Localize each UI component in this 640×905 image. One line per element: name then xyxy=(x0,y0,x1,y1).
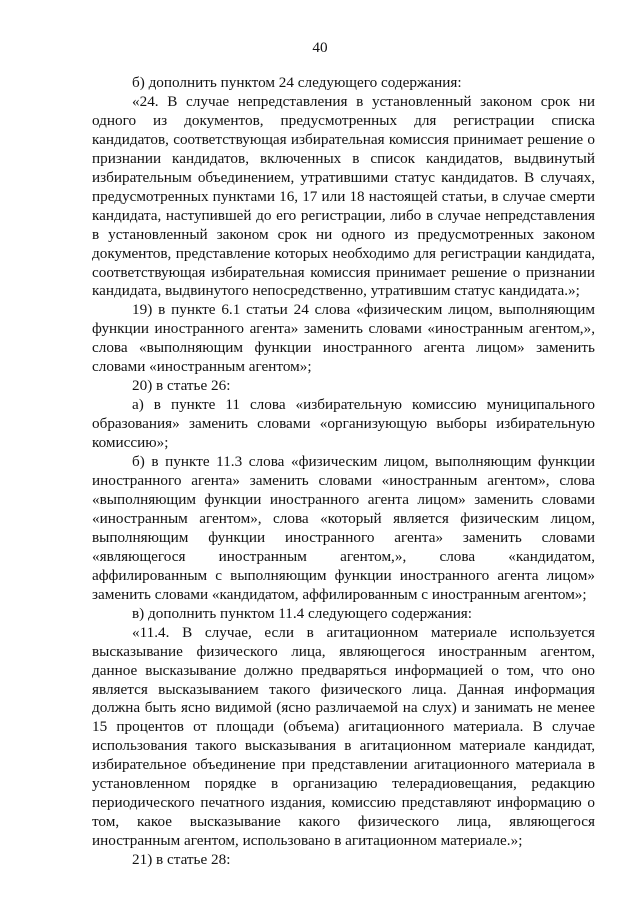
paragraph-item-20v: в) дополнить пунктом 11.4 следующего содержания: xyxy=(132,604,472,622)
paragraph-item-20a: а) в пункте 11 слова «избирательную комиссию муниципального образования» заменить словами «организующую выборы избирательную комиссию»; xyxy=(92,396,595,452)
paragraph-item-21: 21) в статье 28: xyxy=(132,851,231,869)
paragraph-item-19: 19) в пункте 6.1 статьи 24 слова «физическим лицом, выполняющим функции иностранного агента» заменить словами «иностранным агентом,», слова «выполняющим функции иностранного агента лицом» заменить словами «иностранным агентом»; xyxy=(92,301,595,376)
paragraph-point-24: «24. В случае непредставления в установленный законом срок ни одного из документов, предусмотренных для регистрации списка кандидатов, соответствующая избирательная комиссия принимает решение о признании кандидатов, включенных в список кандидатов, выдвинутый избирательным объединением, утратившими статус кандидатов. В случаях, предусмотренных пунктами 16, 17 или 18 настоящей статьи, в случае смерти кандидата, наступившей до его регистрации, либо в случае непредставления в установленный законом срок ни одного из предусмотренных законом документов, представление которых необходимо для регистрации кандидата, соответствующая избирательная комиссия принимает решение о признании кандидата, выдвинутого непосредственно, утратившим статус кандидата.»; xyxy=(92,92,595,300)
paragraph-item-b-intro: б) дополнить пунктом 24 следующего содержания: xyxy=(132,74,462,91)
paragraph-item-20b: б) в пункте 11.3 слова «физическим лицом, выполняющим функции иностранного агента» заменить словами «иностранным агентом», слова «выполняющим функции иностранного агента лицом» заменить словами «иностранным агентом», слова «который является физическим лицом, выполняющим функции иностранного агента» заменить словами «являющегося иностранным агентом,», слова «кандидатом, аффилированным с выполняющим функции иностранного агента лицом» заменить словами «кандидатом, аффилированным с иностранным агентом»; xyxy=(92,453,595,603)
document-body xyxy=(92,74,595,870)
paragraph-item-20: 20) в статье 26: xyxy=(132,377,231,395)
page-number: 40 xyxy=(312,39,328,56)
paragraph-point-11-4: «11.4. В случае, если в агитационном материале используется высказывание физического лица, являющегося иностранным агентом, данное высказывание должно предваряться информацией о том, что оно является высказыванием такого физического лица. Данная информация должна быть ясно видимой (ясно различаемой на слух) и занимать не менее 15 процентов от площади (объема) агитационного материала. В случае использования такого высказывания в агитационном материале кандидат, избирательное объединение при представлении агитационного материала в установленном порядке в организацию телерадиовещания, редакцию периодического печатного издания, комиссию представляют информацию о том, какое высказывание какого физического лица, являющегося иностранным агентом, использовано в агитационном материале.»; xyxy=(92,623,595,850)
